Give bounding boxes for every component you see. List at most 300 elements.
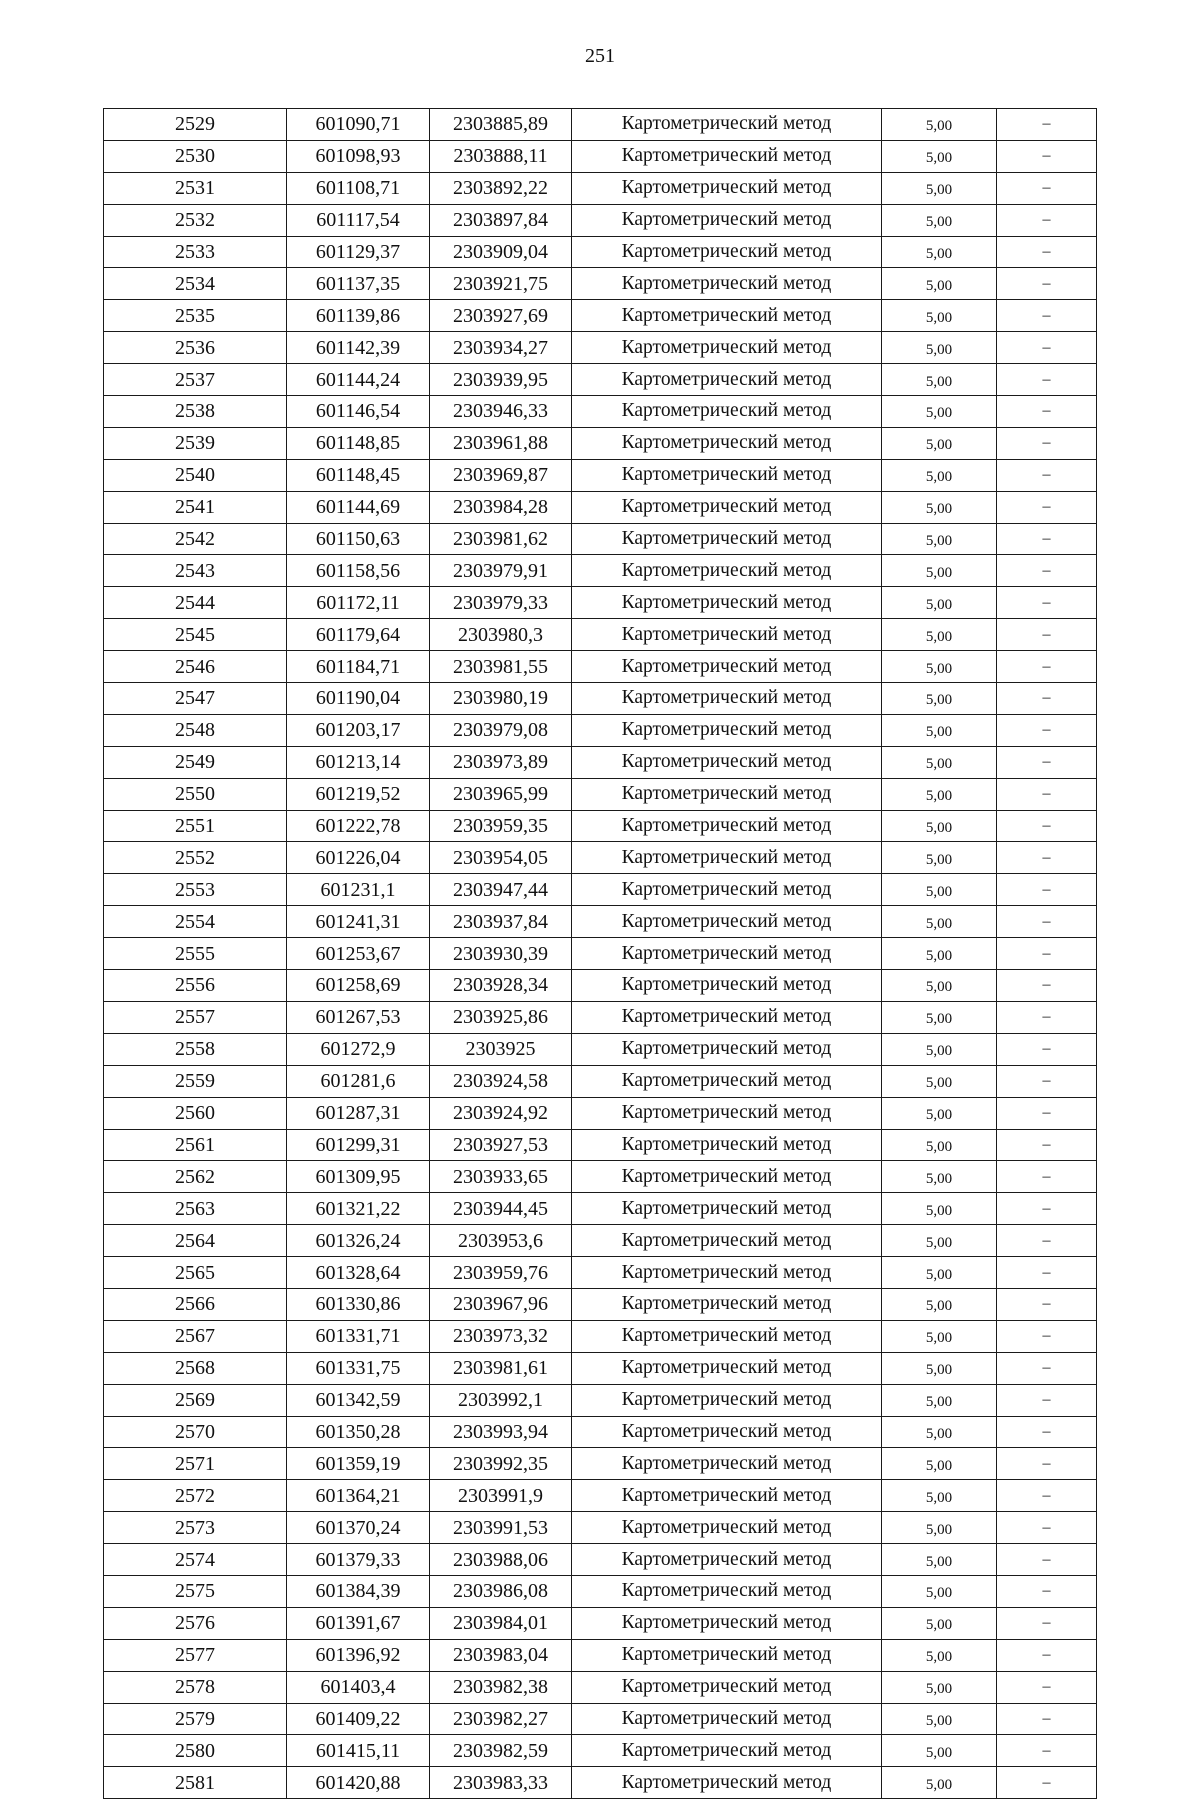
y-coordinate-cell: 2303982,59: [430, 1735, 572, 1767]
point-number-cell: 2561: [104, 1129, 287, 1161]
point-number-cell: 2558: [104, 1033, 287, 1065]
note-cell: –: [997, 1352, 1097, 1384]
method-cell: Картометрический метод: [572, 109, 882, 141]
accuracy-cell: 5,00: [882, 523, 997, 555]
method-cell: Картометрический метод: [572, 523, 882, 555]
y-coordinate-cell: 2303944,45: [430, 1193, 572, 1225]
note-cell: –: [997, 1225, 1097, 1257]
y-coordinate-cell: 2303892,22: [430, 172, 572, 204]
method-cell: Картометрический метод: [572, 778, 882, 810]
accuracy-cell: 5,00: [882, 1193, 997, 1225]
accuracy-cell: 5,00: [882, 1257, 997, 1289]
point-number-cell: 2537: [104, 364, 287, 396]
y-coordinate-cell: 2303982,27: [430, 1703, 572, 1735]
method-cell: Картометрический метод: [572, 1033, 882, 1065]
accuracy-cell: 5,00: [882, 1448, 997, 1480]
note-cell: –: [997, 970, 1097, 1002]
note-cell: –: [997, 1575, 1097, 1607]
table-row: [104, 1352, 1097, 1384]
table-row: [104, 1416, 1097, 1448]
table-row: [104, 1129, 1097, 1161]
y-coordinate-cell: 2303993,94: [430, 1416, 572, 1448]
x-coordinate-cell: 601359,19: [287, 1448, 430, 1480]
x-coordinate-cell: 601331,75: [287, 1352, 430, 1384]
accuracy-cell: 5,00: [882, 842, 997, 874]
point-number-cell: 2575: [104, 1575, 287, 1607]
x-coordinate-cell: 601326,24: [287, 1225, 430, 1257]
table-row: [104, 1512, 1097, 1544]
note-cell: –: [997, 683, 1097, 715]
y-coordinate-cell: 2303953,6: [430, 1225, 572, 1257]
note-cell: –: [997, 1161, 1097, 1193]
note-cell: –: [997, 140, 1097, 172]
note-cell: –: [997, 1671, 1097, 1703]
accuracy-cell: 5,00: [882, 970, 997, 1002]
y-coordinate-cell: 2303924,58: [430, 1065, 572, 1097]
method-cell: Картометрический метод: [572, 746, 882, 778]
table-row: [104, 491, 1097, 523]
accuracy-cell: 5,00: [882, 938, 997, 970]
x-coordinate-cell: 601331,71: [287, 1320, 430, 1352]
accuracy-cell: 5,00: [882, 1416, 997, 1448]
x-coordinate-cell: 601226,04: [287, 842, 430, 874]
x-coordinate-cell: 601396,92: [287, 1639, 430, 1671]
table-row: [104, 1097, 1097, 1129]
note-cell: –: [997, 1703, 1097, 1735]
accuracy-cell: 5,00: [882, 810, 997, 842]
note-cell: –: [997, 874, 1097, 906]
table-row: [104, 1288, 1097, 1320]
y-coordinate-cell: 2303981,62: [430, 523, 572, 555]
method-cell: Картометрический метод: [572, 236, 882, 268]
y-coordinate-cell: 2303986,08: [430, 1575, 572, 1607]
x-coordinate-cell: 601391,67: [287, 1607, 430, 1639]
note-cell: –: [997, 300, 1097, 332]
y-coordinate-cell: 2303937,84: [430, 906, 572, 938]
method-cell: Картометрический метод: [572, 1320, 882, 1352]
x-coordinate-cell: 601403,4: [287, 1671, 430, 1703]
accuracy-cell: 5,00: [882, 874, 997, 906]
method-cell: Картометрический метод: [572, 714, 882, 746]
note-cell: –: [997, 1065, 1097, 1097]
accuracy-cell: 5,00: [882, 1352, 997, 1384]
note-cell: –: [997, 714, 1097, 746]
accuracy-cell: 5,00: [882, 140, 997, 172]
y-coordinate-cell: 2303973,89: [430, 746, 572, 778]
coordinates-table: [103, 108, 1097, 1799]
x-coordinate-cell: 601137,35: [287, 268, 430, 300]
note-cell: –: [997, 555, 1097, 587]
table-row: [104, 300, 1097, 332]
y-coordinate-cell: 2303988,06: [430, 1544, 572, 1576]
point-number-cell: 2556: [104, 970, 287, 1002]
table-row: [104, 619, 1097, 651]
x-coordinate-cell: 601328,64: [287, 1257, 430, 1289]
note-cell: –: [997, 1001, 1097, 1033]
x-coordinate-cell: 601190,04: [287, 683, 430, 715]
x-coordinate-cell: 601146,54: [287, 396, 430, 428]
accuracy-cell: 5,00: [882, 778, 997, 810]
note-cell: –: [997, 842, 1097, 874]
x-coordinate-cell: 601172,11: [287, 587, 430, 619]
accuracy-cell: 5,00: [882, 300, 997, 332]
point-number-cell: 2562: [104, 1161, 287, 1193]
y-coordinate-cell: 2303959,35: [430, 810, 572, 842]
point-number-cell: 2569: [104, 1384, 287, 1416]
x-coordinate-cell: 601117,54: [287, 204, 430, 236]
accuracy-cell: 5,00: [882, 906, 997, 938]
point-number-cell: 2577: [104, 1639, 287, 1671]
y-coordinate-cell: 2303933,65: [430, 1161, 572, 1193]
y-coordinate-cell: 2303967,96: [430, 1288, 572, 1320]
note-cell: –: [997, 427, 1097, 459]
table-row: [104, 140, 1097, 172]
y-coordinate-cell: 2303984,28: [430, 491, 572, 523]
y-coordinate-cell: 2303946,33: [430, 396, 572, 428]
x-coordinate-cell: 601231,1: [287, 874, 430, 906]
y-coordinate-cell: 2303980,19: [430, 683, 572, 715]
point-number-cell: 2555: [104, 938, 287, 970]
note-cell: –: [997, 1512, 1097, 1544]
note-cell: –: [997, 1257, 1097, 1289]
x-coordinate-cell: 601129,37: [287, 236, 430, 268]
x-coordinate-cell: 601090,71: [287, 109, 430, 141]
table-row: [104, 268, 1097, 300]
method-cell: Картометрический метод: [572, 1639, 882, 1671]
note-cell: –: [997, 1288, 1097, 1320]
coordinates-table-body: [104, 109, 1097, 1799]
method-cell: Картометрический метод: [572, 1416, 882, 1448]
point-number-cell: 2568: [104, 1352, 287, 1384]
method-cell: Картометрический метод: [572, 1671, 882, 1703]
method-cell: Картометрический метод: [572, 396, 882, 428]
accuracy-cell: 5,00: [882, 746, 997, 778]
x-coordinate-cell: 601281,6: [287, 1065, 430, 1097]
note-cell: –: [997, 459, 1097, 491]
x-coordinate-cell: 601409,22: [287, 1703, 430, 1735]
x-coordinate-cell: 601379,33: [287, 1544, 430, 1576]
point-number-cell: 2533: [104, 236, 287, 268]
accuracy-cell: 5,00: [882, 109, 997, 141]
point-number-cell: 2579: [104, 1703, 287, 1735]
x-coordinate-cell: 601098,93: [287, 140, 430, 172]
table-row: [104, 332, 1097, 364]
method-cell: Картометрический метод: [572, 1735, 882, 1767]
y-coordinate-cell: 2303961,88: [430, 427, 572, 459]
y-coordinate-cell: 2303934,27: [430, 332, 572, 364]
table-row: [104, 938, 1097, 970]
accuracy-cell: 5,00: [882, 619, 997, 651]
note-cell: –: [997, 1097, 1097, 1129]
y-coordinate-cell: 2303980,3: [430, 619, 572, 651]
method-cell: Картометрический метод: [572, 1480, 882, 1512]
note-cell: –: [997, 651, 1097, 683]
y-coordinate-cell: 2303928,34: [430, 970, 572, 1002]
accuracy-cell: 5,00: [882, 1065, 997, 1097]
accuracy-cell: 5,00: [882, 491, 997, 523]
accuracy-cell: 5,00: [882, 587, 997, 619]
point-number-cell: 2560: [104, 1097, 287, 1129]
note-cell: –: [997, 810, 1097, 842]
method-cell: Картометрический метод: [572, 204, 882, 236]
table-row: [104, 1320, 1097, 1352]
method-cell: Картометрический метод: [572, 491, 882, 523]
x-coordinate-cell: 601203,17: [287, 714, 430, 746]
accuracy-cell: 5,00: [882, 396, 997, 428]
table-row: [104, 810, 1097, 842]
table-row: [104, 746, 1097, 778]
accuracy-cell: 5,00: [882, 555, 997, 587]
method-cell: Картометрический метод: [572, 1288, 882, 1320]
note-cell: –: [997, 1448, 1097, 1480]
x-coordinate-cell: 601309,95: [287, 1161, 430, 1193]
note-cell: –: [997, 1735, 1097, 1767]
x-coordinate-cell: 601148,85: [287, 427, 430, 459]
method-cell: Картометрический метод: [572, 587, 882, 619]
accuracy-cell: 5,00: [882, 714, 997, 746]
method-cell: Картометрический метод: [572, 906, 882, 938]
accuracy-cell: 5,00: [882, 1544, 997, 1576]
point-number-cell: 2564: [104, 1225, 287, 1257]
method-cell: Картометрический метод: [572, 427, 882, 459]
method-cell: Картометрический метод: [572, 1575, 882, 1607]
method-cell: Картометрический метод: [572, 842, 882, 874]
y-coordinate-cell: 2303984,01: [430, 1607, 572, 1639]
point-number-cell: 2549: [104, 746, 287, 778]
method-cell: Картометрический метод: [572, 1225, 882, 1257]
accuracy-cell: 5,00: [882, 1001, 997, 1033]
method-cell: Картометрический метод: [572, 1607, 882, 1639]
point-number-cell: 2572: [104, 1480, 287, 1512]
y-coordinate-cell: 2303965,99: [430, 778, 572, 810]
y-coordinate-cell: 2303954,05: [430, 842, 572, 874]
accuracy-cell: 5,00: [882, 1225, 997, 1257]
table-row: [104, 651, 1097, 683]
table-row: [104, 1065, 1097, 1097]
table-row: [104, 1033, 1097, 1065]
note-cell: –: [997, 746, 1097, 778]
point-number-cell: 2574: [104, 1544, 287, 1576]
x-coordinate-cell: 601144,69: [287, 491, 430, 523]
table-row: [104, 683, 1097, 715]
method-cell: Картометрический метод: [572, 1767, 882, 1799]
method-cell: Картометрический метод: [572, 1097, 882, 1129]
x-coordinate-cell: 601287,31: [287, 1097, 430, 1129]
point-number-cell: 2538: [104, 396, 287, 428]
point-number-cell: 2540: [104, 459, 287, 491]
table-row: [104, 1639, 1097, 1671]
y-coordinate-cell: 2303991,53: [430, 1512, 572, 1544]
table-row: [104, 1257, 1097, 1289]
x-coordinate-cell: 601213,14: [287, 746, 430, 778]
point-number-cell: 2580: [104, 1735, 287, 1767]
point-number-cell: 2576: [104, 1607, 287, 1639]
x-coordinate-cell: 601364,21: [287, 1480, 430, 1512]
table-row: [104, 172, 1097, 204]
x-coordinate-cell: 601253,67: [287, 938, 430, 970]
y-coordinate-cell: 2303991,9: [430, 1480, 572, 1512]
point-number-cell: 2551: [104, 810, 287, 842]
method-cell: Картометрический метод: [572, 1001, 882, 1033]
point-number-cell: 2567: [104, 1320, 287, 1352]
y-coordinate-cell: 2303992,35: [430, 1448, 572, 1480]
x-coordinate-cell: 601142,39: [287, 332, 430, 364]
accuracy-cell: 5,00: [882, 1512, 997, 1544]
table-row: [104, 1544, 1097, 1576]
note-cell: –: [997, 619, 1097, 651]
y-coordinate-cell: 2303982,38: [430, 1671, 572, 1703]
method-cell: Картометрический метод: [572, 1448, 882, 1480]
y-coordinate-cell: 2303885,89: [430, 109, 572, 141]
note-cell: –: [997, 236, 1097, 268]
point-number-cell: 2552: [104, 842, 287, 874]
note-cell: –: [997, 1480, 1097, 1512]
y-coordinate-cell: 2303983,04: [430, 1639, 572, 1671]
table-row: [104, 842, 1097, 874]
x-coordinate-cell: 601139,86: [287, 300, 430, 332]
note-cell: –: [997, 1193, 1097, 1225]
x-coordinate-cell: 601148,45: [287, 459, 430, 491]
y-coordinate-cell: 2303927,69: [430, 300, 572, 332]
note-cell: –: [997, 523, 1097, 555]
y-coordinate-cell: 2303983,33: [430, 1767, 572, 1799]
point-number-cell: 2539: [104, 427, 287, 459]
accuracy-cell: 5,00: [882, 332, 997, 364]
x-coordinate-cell: 601144,24: [287, 364, 430, 396]
y-coordinate-cell: 2303979,91: [430, 555, 572, 587]
table-row: [104, 778, 1097, 810]
table-row: [104, 1225, 1097, 1257]
point-number-cell: 2553: [104, 874, 287, 906]
y-coordinate-cell: 2303947,44: [430, 874, 572, 906]
point-number-cell: 2544: [104, 587, 287, 619]
point-number-cell: 2566: [104, 1288, 287, 1320]
table-row: [104, 236, 1097, 268]
table-row: [104, 906, 1097, 938]
x-coordinate-cell: 601384,39: [287, 1575, 430, 1607]
accuracy-cell: 5,00: [882, 172, 997, 204]
point-number-cell: 2573: [104, 1512, 287, 1544]
note-cell: –: [997, 364, 1097, 396]
accuracy-cell: 5,00: [882, 236, 997, 268]
table-row: [104, 587, 1097, 619]
note-cell: –: [997, 1544, 1097, 1576]
accuracy-cell: 5,00: [882, 1384, 997, 1416]
x-coordinate-cell: 601350,28: [287, 1416, 430, 1448]
accuracy-cell: 5,00: [882, 1320, 997, 1352]
method-cell: Картометрический метод: [572, 874, 882, 906]
method-cell: Картометрический метод: [572, 1384, 882, 1416]
accuracy-cell: 5,00: [882, 1639, 997, 1671]
method-cell: Картометрический метод: [572, 555, 882, 587]
table-row: [104, 970, 1097, 1002]
table-row: [104, 427, 1097, 459]
method-cell: Картометрический метод: [572, 651, 882, 683]
method-cell: Картометрический метод: [572, 140, 882, 172]
x-coordinate-cell: 601415,11: [287, 1735, 430, 1767]
table-row: [104, 1671, 1097, 1703]
table-row: [104, 1575, 1097, 1607]
table-row: [104, 874, 1097, 906]
point-number-cell: 2548: [104, 714, 287, 746]
note-cell: –: [997, 1033, 1097, 1065]
y-coordinate-cell: 2303921,75: [430, 268, 572, 300]
point-number-cell: 2571: [104, 1448, 287, 1480]
point-number-cell: 2563: [104, 1193, 287, 1225]
x-coordinate-cell: 601321,22: [287, 1193, 430, 1225]
x-coordinate-cell: 601267,53: [287, 1001, 430, 1033]
point-number-cell: 2557: [104, 1001, 287, 1033]
y-coordinate-cell: 2303930,39: [430, 938, 572, 970]
method-cell: Картометрический метод: [572, 332, 882, 364]
accuracy-cell: 5,00: [882, 364, 997, 396]
x-coordinate-cell: 601370,24: [287, 1512, 430, 1544]
accuracy-cell: 5,00: [882, 1288, 997, 1320]
x-coordinate-cell: 601299,31: [287, 1129, 430, 1161]
y-coordinate-cell: 2303897,84: [430, 204, 572, 236]
note-cell: –: [997, 204, 1097, 236]
note-cell: –: [997, 1416, 1097, 1448]
accuracy-cell: 5,00: [882, 1161, 997, 1193]
x-coordinate-cell: 601241,31: [287, 906, 430, 938]
point-number-cell: 2542: [104, 523, 287, 555]
x-coordinate-cell: 601342,59: [287, 1384, 430, 1416]
point-number-cell: 2531: [104, 172, 287, 204]
accuracy-cell: 5,00: [882, 1735, 997, 1767]
point-number-cell: 2541: [104, 491, 287, 523]
x-coordinate-cell: 601272,9: [287, 1033, 430, 1065]
accuracy-cell: 5,00: [882, 1097, 997, 1129]
y-coordinate-cell: 2303969,87: [430, 459, 572, 491]
note-cell: –: [997, 396, 1097, 428]
point-number-cell: 2554: [104, 906, 287, 938]
y-coordinate-cell: 2303925,86: [430, 1001, 572, 1033]
method-cell: Картометрический метод: [572, 268, 882, 300]
table-row: [104, 364, 1097, 396]
x-coordinate-cell: 601150,63: [287, 523, 430, 555]
note-cell: –: [997, 109, 1097, 141]
note-cell: –: [997, 332, 1097, 364]
accuracy-cell: 5,00: [882, 268, 997, 300]
note-cell: –: [997, 172, 1097, 204]
x-coordinate-cell: 601184,71: [287, 651, 430, 683]
method-cell: Картометрический метод: [572, 683, 882, 715]
method-cell: Картометрический метод: [572, 1512, 882, 1544]
method-cell: Картометрический метод: [572, 810, 882, 842]
method-cell: Картометрический метод: [572, 1065, 882, 1097]
table-row: [104, 1384, 1097, 1416]
accuracy-cell: 5,00: [882, 1703, 997, 1735]
table-row: [104, 1001, 1097, 1033]
y-coordinate-cell: 2303924,92: [430, 1097, 572, 1129]
note-cell: –: [997, 1607, 1097, 1639]
y-coordinate-cell: 2303981,61: [430, 1352, 572, 1384]
note-cell: –: [997, 587, 1097, 619]
y-coordinate-cell: 2303973,32: [430, 1320, 572, 1352]
table-row: [104, 555, 1097, 587]
note-cell: –: [997, 1639, 1097, 1671]
y-coordinate-cell: 2303927,53: [430, 1129, 572, 1161]
point-number-cell: 2578: [104, 1671, 287, 1703]
y-coordinate-cell: 2303939,95: [430, 364, 572, 396]
table-row: [104, 523, 1097, 555]
point-number-cell: 2530: [104, 140, 287, 172]
accuracy-cell: 5,00: [882, 204, 997, 236]
y-coordinate-cell: 2303909,04: [430, 236, 572, 268]
x-coordinate-cell: 601108,71: [287, 172, 430, 204]
point-number-cell: 2546: [104, 651, 287, 683]
x-coordinate-cell: 601222,78: [287, 810, 430, 842]
